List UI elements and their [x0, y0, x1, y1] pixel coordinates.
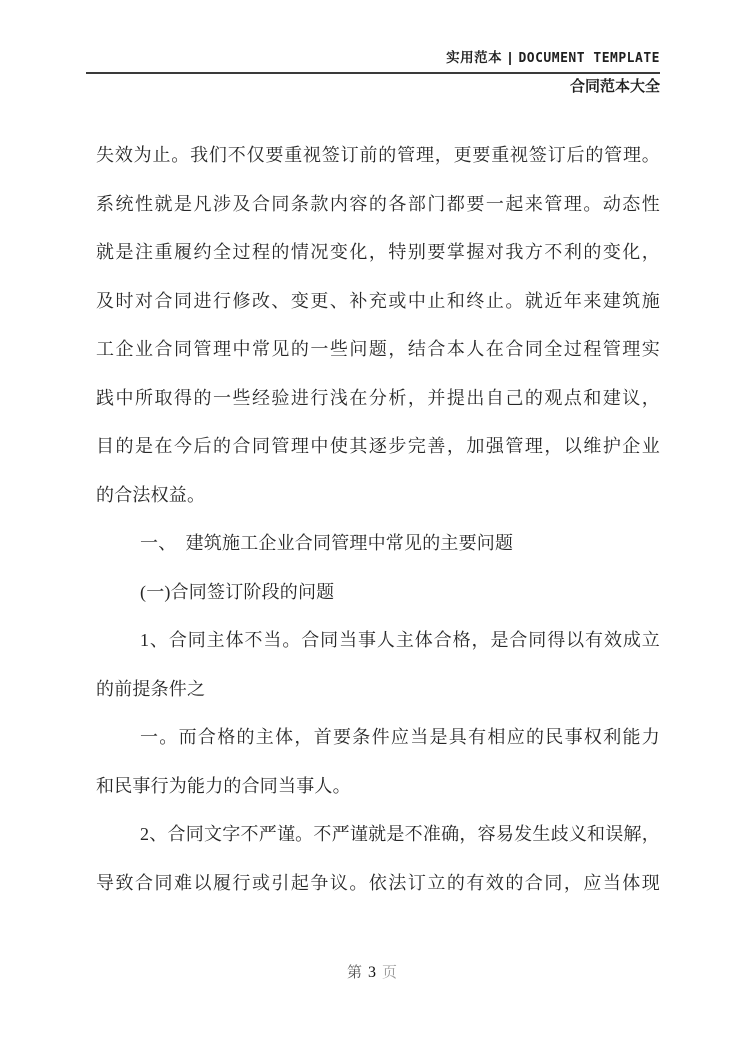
- body-line: 的前提条件之: [96, 678, 206, 699]
- page-header: [86, 50, 660, 97]
- body-line: 目的是在今后的合同管理中使其逐步完善，加强管理，以维护企业: [96, 436, 660, 456]
- body-line: 失效为止。我们不仅要重视签订前的管理，更要重视签订后的管理。: [96, 145, 660, 165]
- header-subtitle: 合同范本大全: [569, 78, 660, 95]
- body-line: 及时对合同进行修改、变更、补充或中止和终止。就近年来建筑施: [96, 290, 660, 311]
- body-line: 工企业合同管理中常见的一些问题，结合本人在合同全过程管理实: [96, 339, 660, 359]
- header-brand-zh: 实用范本: [446, 50, 503, 65]
- page-number: 3: [368, 964, 376, 981]
- footer-page-prefix: 第: [346, 965, 362, 981]
- body-line: 导致合同难以履行或引起争议。依法订立的有效的合同，应当体现: [96, 872, 660, 893]
- header-brand-line: [86, 50, 660, 74]
- body-line: 和民事行为能力的合同当事人。: [96, 775, 351, 796]
- body-line: 一。而合格的主体，首要条件应当是具有相应的民事权利能力: [140, 727, 660, 747]
- body-line: 就是注重履约全过程的情况变化，特别要掌握对我方不利的变化，: [96, 242, 660, 262]
- footer-page-suffix: 页: [382, 965, 398, 981]
- header-brand-separator: |: [508, 50, 513, 65]
- page-footer: [0, 958, 744, 988]
- subsection-heading: (一)合同签订阶段的问题: [140, 581, 335, 602]
- body-line: 1、合同主体不当。合同当事人主体合格，是合同得以有效成立: [140, 630, 660, 650]
- body-line: 系统性就是凡涉及合同条款内容的各部门都要一起来管理。动态性: [96, 193, 660, 214]
- section-heading: 一、 建筑施工企业合同管理中常见的主要问题: [140, 533, 514, 553]
- body-line: 2、合同文字不严谨。不严谨就是不准确，容易发生歧义和误解，: [140, 824, 660, 844]
- body-line: 的合法权益。: [96, 484, 206, 505]
- header-brand-en: DOCUMENT TEMPLATE: [518, 51, 660, 66]
- body-line: 践中所取得的一些经验进行浅在分析，并提出自己的观点和建议，: [96, 387, 660, 408]
- document-body: [96, 131, 660, 907]
